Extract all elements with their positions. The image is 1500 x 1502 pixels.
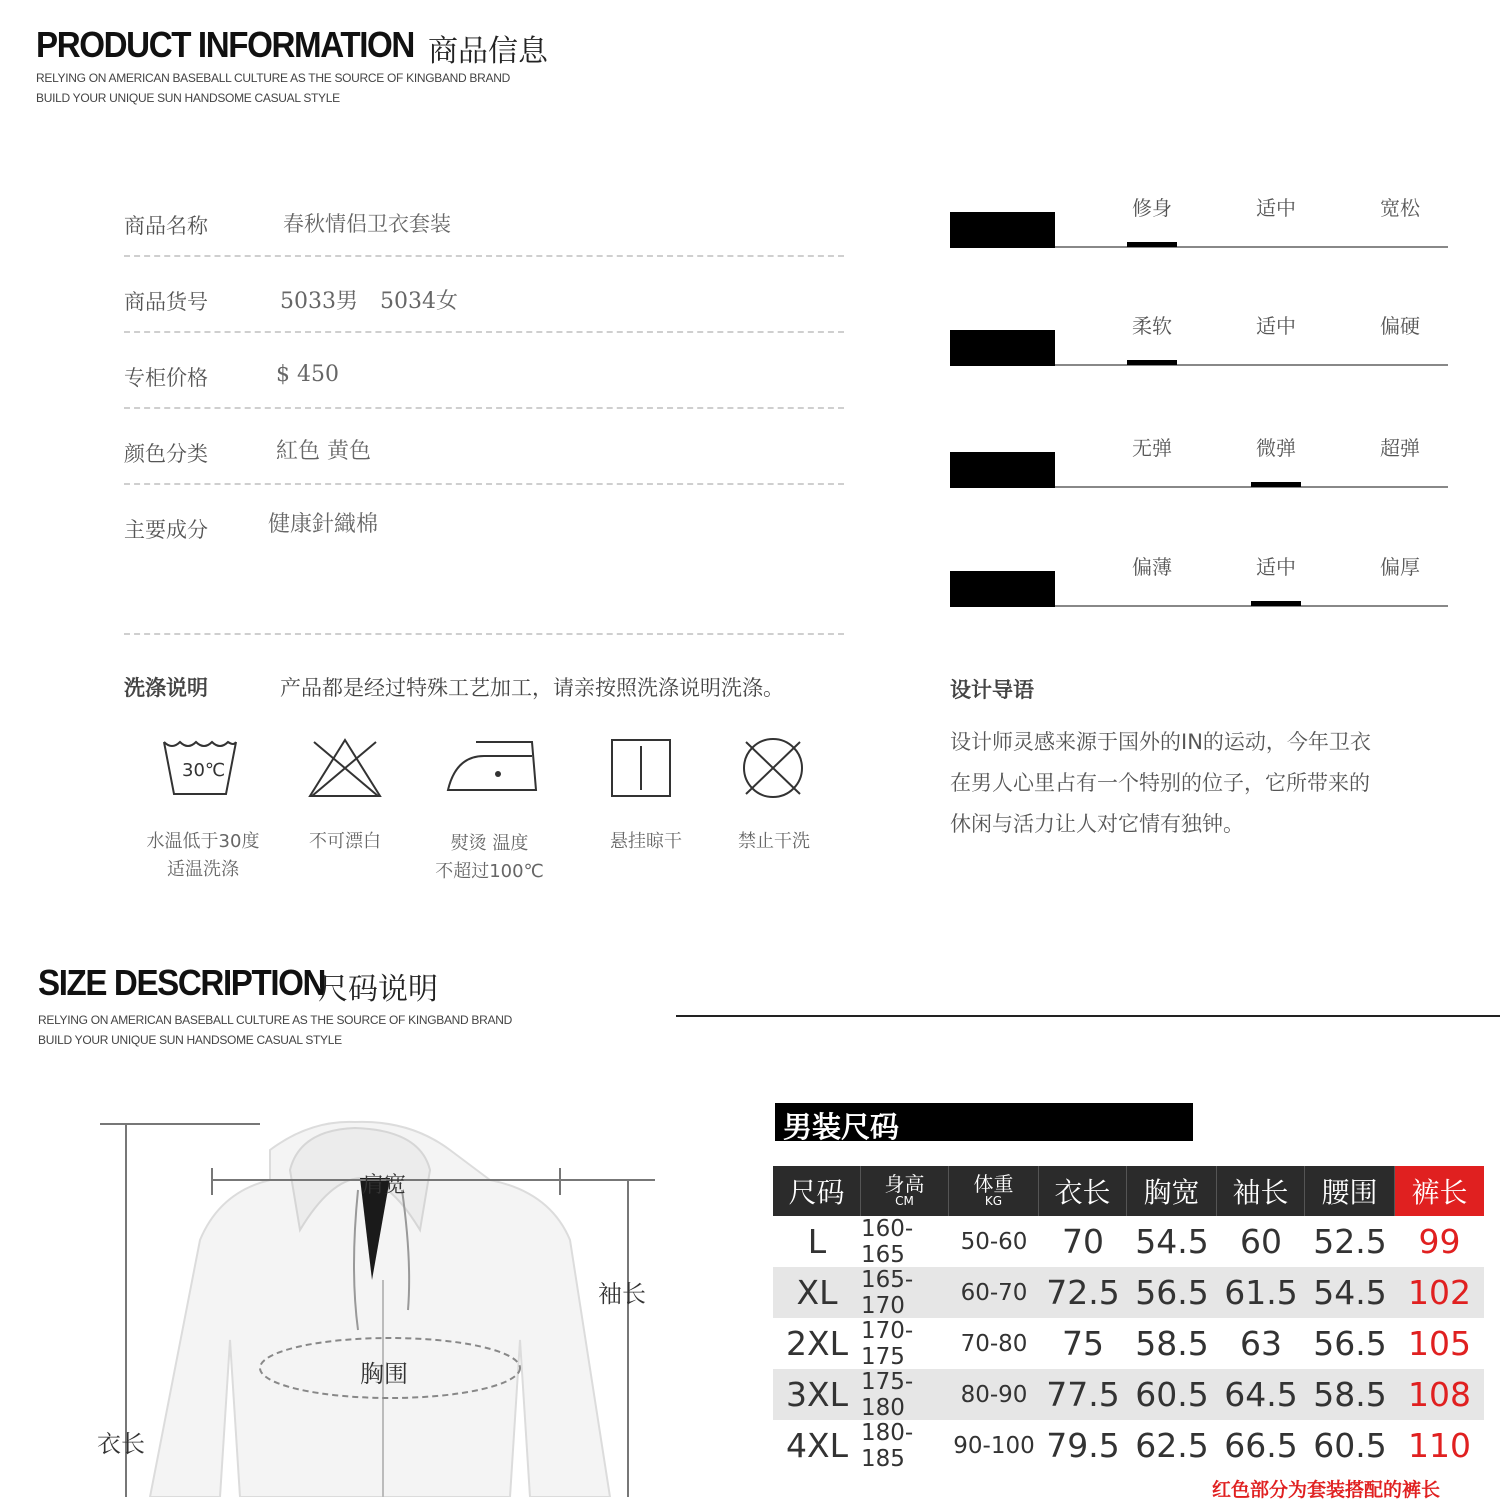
divider: [124, 255, 844, 257]
cell-waist: 52.5: [1313, 1222, 1387, 1261]
info-label-material: 主要成分: [124, 518, 208, 542]
cell-length: 75: [1062, 1324, 1104, 1363]
cell-weight: 60-70: [960, 1279, 1028, 1306]
col-header: [861, 1166, 949, 1216]
info-value-color: 紅色 黄色: [276, 439, 371, 464]
cell-pants: 105: [1408, 1324, 1471, 1363]
care-caption-line: 悬挂晾干: [610, 831, 682, 852]
divider: [124, 483, 844, 485]
cell-length: 72.5: [1046, 1273, 1120, 1312]
col-header: 衣长: [1039, 1166, 1127, 1216]
care-caption: [586, 828, 706, 856]
cell-size: L: [807, 1222, 827, 1261]
info-value-name: 春秋情侣卫衣套装: [283, 212, 451, 236]
scale-option: 微弹: [1256, 436, 1296, 460]
no-dry-clean-icon: [740, 736, 806, 800]
cell-weight: 70-80: [960, 1330, 1028, 1357]
scale-block: [950, 452, 1055, 488]
divider: [124, 633, 844, 635]
cell-sleeve: 60: [1240, 1222, 1282, 1261]
table-row: [773, 1216, 1484, 1267]
cell-waist: 56.5: [1313, 1324, 1387, 1363]
scale-option: 超弹: [1380, 436, 1420, 460]
col-header: [949, 1166, 1039, 1216]
cell-chest: 62.5: [1135, 1426, 1209, 1465]
size-table-title-bar: [775, 1103, 1193, 1144]
cell-chest: 56.5: [1135, 1273, 1209, 1312]
design-title: 设计导语: [950, 678, 1034, 702]
scale-option: 适中: [1256, 196, 1296, 220]
table-row: [773, 1318, 1484, 1369]
col-header-pants: 裤长: [1395, 1166, 1484, 1216]
cell-height: 180-185: [861, 1419, 914, 1472]
divider: [124, 407, 844, 409]
care-caption-line: 水温低于30度: [146, 831, 260, 852]
cell-height: 165-170: [861, 1266, 914, 1319]
divider: [124, 331, 844, 333]
product-info-subtitle-2: BUILD YOUR UNIQUE SUN HANDSOME CASUAL STYLE: [36, 91, 340, 105]
info-label-color: 颜色分类: [124, 442, 208, 466]
table-row: [773, 1420, 1484, 1471]
scale-option: 偏硬: [1380, 314, 1420, 338]
care-caption: [128, 828, 278, 884]
cell-pants: 99: [1418, 1222, 1461, 1261]
cell-pants: 110: [1408, 1426, 1471, 1465]
product-info-title: PRODUCT INFORMATION: [36, 24, 414, 65]
info-label-name: 商品名称: [124, 214, 208, 238]
scale-selected-marker: [1127, 360, 1177, 365]
scale-option: 偏薄: [1132, 555, 1172, 579]
cell-pants: 102: [1408, 1273, 1471, 1312]
size-table: [773, 1166, 1484, 1471]
size-description-title-cn: 尺码说明: [318, 972, 438, 1007]
cell-height: 175-180: [861, 1368, 914, 1421]
cell-pants: 108: [1408, 1375, 1471, 1414]
cell-sleeve: 61.5: [1224, 1273, 1298, 1312]
info-label-price: 专柜价格: [124, 366, 208, 390]
scale-line: [1055, 364, 1448, 366]
info-label-sku: 商品货号: [124, 290, 208, 314]
cell-weight: 90-100: [953, 1432, 1035, 1459]
design-text: [950, 722, 1371, 845]
cell-height: 170-175: [861, 1317, 914, 1370]
cell-length: 77.5: [1046, 1375, 1120, 1414]
sleeve-label: 袖长: [598, 1280, 646, 1308]
shoulder-label: 肩宽: [362, 1173, 407, 1198]
care-caption-line: 不可漂白: [309, 831, 381, 852]
col-header: 胸宽: [1127, 1166, 1217, 1216]
cell-waist: 58.5: [1313, 1375, 1387, 1414]
wash-temp-label: 30℃: [182, 760, 226, 781]
cell-sleeve: 63: [1240, 1324, 1282, 1363]
cell-size: 4XL: [786, 1426, 848, 1465]
cell-waist: 54.5: [1313, 1273, 1387, 1312]
hang-dry-icon: [610, 738, 672, 798]
cell-sleeve: 66.5: [1224, 1426, 1298, 1465]
cell-chest: 58.5: [1135, 1324, 1209, 1363]
cell-weight: 50-60: [960, 1228, 1028, 1255]
washing-label: 洗涤说明: [124, 676, 208, 700]
care-caption: [412, 830, 567, 886]
design-line: 在男人心里占有一个特别的位子，它所带来的: [950, 771, 1370, 795]
col-header-main: 身高: [884, 1172, 925, 1196]
cell-chest: 60.5: [1135, 1375, 1209, 1414]
care-caption: [285, 828, 405, 856]
scale-line: [1055, 246, 1448, 248]
col-header-main: 体重: [973, 1172, 1014, 1196]
size-description-subtitle-1: RELYING ON AMERICAN BASEBALL CULTURE AS THE SOURCE OF KINGBAND BRAND: [38, 1013, 512, 1027]
info-value-material: 健康針織棉: [268, 512, 379, 537]
size-description-subtitle-2: BUILD YOUR UNIQUE SUN HANDSOME CASUAL STYLE: [38, 1033, 342, 1047]
cell-chest: 54.5: [1135, 1222, 1209, 1261]
table-row: [773, 1369, 1484, 1420]
care-caption-line: 禁止干洗: [738, 831, 810, 852]
no-bleach-icon: [308, 738, 382, 798]
col-header-unit: CM: [895, 1194, 914, 1208]
care-caption: [714, 828, 834, 856]
washing-text: 产品都是经过特殊工艺加工，请亲按照洗涤说明洗涤。: [280, 676, 784, 700]
scale-option: 柔软: [1132, 314, 1172, 338]
col-header: 袖长: [1217, 1166, 1305, 1216]
cell-length: 70: [1062, 1222, 1104, 1261]
scale-option: 无弹: [1132, 436, 1172, 460]
info-value-price: $ 450: [276, 362, 339, 387]
col-header-unit: KG: [984, 1194, 1003, 1208]
design-line: 休闲与活力让人对它情有独钟。: [950, 812, 1244, 836]
care-caption-line: 不超过100℃: [435, 861, 544, 882]
size-table-note: 红色部分为套装搭配的裤长: [1212, 1479, 1441, 1501]
care-caption-line: 适温洗涤: [167, 859, 239, 880]
cell-size: 2XL: [786, 1324, 848, 1363]
scale-option: 修身: [1132, 196, 1172, 220]
size-table-title: 男装尺码: [783, 1110, 900, 1144]
iron-icon: [446, 738, 540, 794]
scale-block: [950, 212, 1055, 248]
design-line: 设计师灵感来源于国外的IN的运动，今年卫衣: [950, 730, 1371, 754]
length-label: 衣长: [97, 1430, 145, 1458]
header-rule: [676, 1015, 1500, 1017]
scale-option: 适中: [1256, 314, 1296, 338]
cell-length: 79.5: [1046, 1426, 1120, 1465]
size-description-title: SIZE DESCRIPTION: [38, 962, 326, 1003]
chest-label: 胸围: [360, 1360, 408, 1388]
scale-selected-marker: [1251, 482, 1301, 487]
scale-block: [950, 571, 1055, 607]
scale-selected-marker: [1251, 601, 1301, 606]
cell-sleeve: 64.5: [1224, 1375, 1298, 1414]
scale-option: 宽松: [1380, 196, 1420, 220]
cell-size: XL: [796, 1273, 838, 1312]
cell-weight: 80-90: [960, 1381, 1028, 1408]
scale-option: 偏厚: [1380, 555, 1420, 579]
cell-height: 160-165: [861, 1215, 914, 1268]
size-table-header: [773, 1166, 1484, 1216]
cell-waist: 60.5: [1313, 1426, 1387, 1465]
scale-block: [950, 330, 1055, 366]
col-header: 腰围: [1305, 1166, 1395, 1216]
product-info-title-cn: 商品信息: [428, 34, 548, 69]
scale-option: 适中: [1256, 555, 1296, 579]
info-value-sku: 5033男 5034女: [280, 289, 458, 314]
scale-selected-marker: [1127, 242, 1177, 247]
care-caption-line: 熨烫 温度: [450, 833, 529, 854]
product-info-subtitle-1: RELYING ON AMERICAN BASEBALL CULTURE AS THE SOURCE OF KINGBAND BRAND: [36, 71, 510, 85]
cell-size: 3XL: [786, 1375, 848, 1414]
col-header: 尺码: [773, 1166, 861, 1216]
table-row: [773, 1267, 1484, 1318]
